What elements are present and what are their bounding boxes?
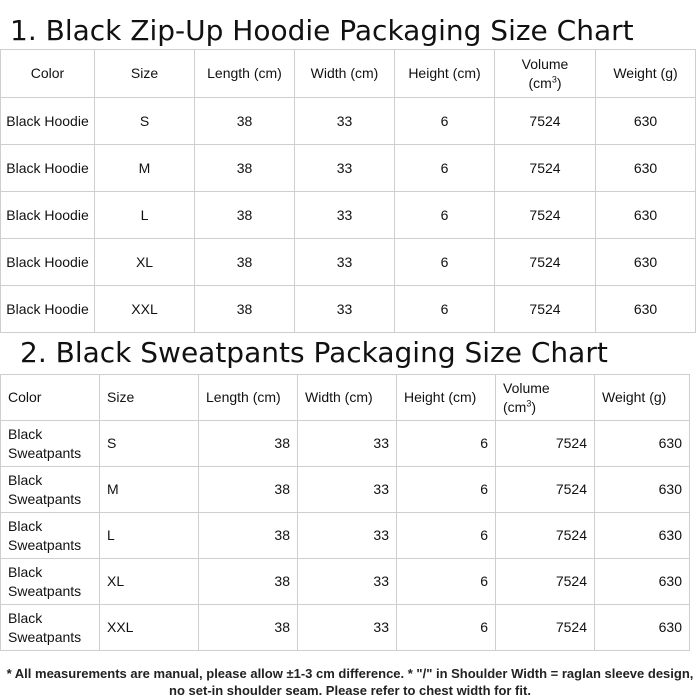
sweatpants-size-table [0,374,690,651]
cell-volume: 7524 [495,98,596,145]
cell-width: 33 [295,239,395,286]
column-header-color: Color [1,375,100,421]
table-row [1,145,696,192]
column-header-height: Height (cm) [397,375,496,421]
column-header-weight: Weight (g) [596,50,696,98]
cell-weight: 630 [596,286,696,333]
cell-color: Black Sweatpants [1,605,100,651]
hoodie-chart-title: 1. Black Zip-Up Hoodie Packaging Size Chart [10,14,634,47]
cell-width: 33 [295,145,395,192]
cell-weight: 630 [596,192,696,239]
cell-length: 38 [199,559,298,605]
volume-label: Volume [503,379,550,396]
cell-height: 6 [397,421,496,467]
table-header-row [1,375,690,421]
cell-size: L [95,192,195,239]
cell-size: XL [95,239,195,286]
column-header-width: Width (cm) [295,50,395,98]
cell-weight: 630 [595,605,690,651]
cell-length: 38 [195,145,295,192]
table-row [1,286,696,333]
volume-unit: (cm [528,74,552,91]
cell-volume: 7524 [496,513,595,559]
volume-label: Volume [521,55,569,72]
column-header-volume [495,50,596,98]
cell-height: 6 [397,467,496,513]
volume-unit-close: ) [531,398,537,415]
cell-color: Black Hoodie [1,239,95,286]
cell-size: XXL [100,605,199,651]
hoodie-size-table [0,49,696,333]
cell-color: Black Sweatpants [1,559,100,605]
column-header-length: Length (cm) [199,375,298,421]
volume-unit-exponent: 3 [551,73,557,84]
cell-color: Black Sweatpants [1,421,100,467]
volume-unit-exponent: 3 [526,397,532,408]
cell-volume: 7524 [495,145,596,192]
table-row [1,605,690,651]
cell-weight: 630 [596,239,696,286]
cell-volume: 7524 [496,605,595,651]
cell-weight: 630 [595,467,690,513]
cell-length: 38 [195,192,295,239]
cell-volume: 7524 [495,286,596,333]
cell-size: M [95,145,195,192]
hoodie-table-body [1,98,696,333]
cell-size: S [95,98,195,145]
cell-width: 33 [295,98,395,145]
table-row [1,559,690,605]
column-header-weight: Weight (g) [595,375,690,421]
column-header-size: Size [95,50,195,98]
cell-height: 6 [395,192,495,239]
table-header-row [1,50,696,98]
cell-length: 38 [195,239,295,286]
cell-width: 33 [295,286,395,333]
cell-color: Black Hoodie [1,192,95,239]
cell-width: 33 [298,467,397,513]
cell-size: S [100,421,199,467]
cell-weight: 630 [595,421,690,467]
cell-height: 6 [395,145,495,192]
column-header-length: Length (cm) [195,50,295,98]
cell-width: 33 [298,605,397,651]
volume-unit: (cm [503,398,527,415]
cell-length: 38 [195,98,295,145]
table-row [1,98,696,145]
cell-volume: 7524 [496,467,595,513]
cell-size: XL [100,559,199,605]
volume-unit-close: ) [556,74,562,91]
cell-size: M [100,467,199,513]
cell-height: 6 [395,239,495,286]
column-header-volume [496,375,595,421]
cell-color: Black Sweatpants [1,513,100,559]
cell-height: 6 [397,605,496,651]
cell-weight: 630 [595,559,690,605]
table-row [1,421,690,467]
cell-length: 38 [199,605,298,651]
cell-color: Black Hoodie [1,98,95,145]
cell-height: 6 [397,513,496,559]
cell-width: 33 [295,192,395,239]
cell-height: 6 [395,286,495,333]
cell-length: 38 [199,421,298,467]
cell-color: Black Hoodie [1,145,95,192]
cell-width: 33 [298,559,397,605]
cell-width: 33 [298,513,397,559]
table-row [1,192,696,239]
column-header-size: Size [100,375,199,421]
table-row [1,513,690,559]
cell-width: 33 [298,421,397,467]
sweatpants-table-body [1,421,690,651]
cell-length: 38 [199,513,298,559]
column-header-color: Color [1,50,95,98]
cell-height: 6 [395,98,495,145]
cell-length: 38 [195,286,295,333]
column-header-height: Height (cm) [395,50,495,98]
sweatpants-chart-title: 2. Black Sweatpants Packaging Size Chart [20,336,608,369]
cell-color: Black Hoodie [1,286,95,333]
cell-volume: 7524 [495,239,596,286]
cell-volume: 7524 [496,421,595,467]
cell-height: 6 [397,559,496,605]
cell-weight: 630 [595,513,690,559]
cell-length: 38 [199,467,298,513]
cell-weight: 630 [596,98,696,145]
cell-volume: 7524 [495,192,596,239]
cell-size: L [100,513,199,559]
measurement-footnote: * All measurements are manual, please allow ±1-3 cm difference. * "/" in Shoulder Width = raglan sleeve design, no set-in shoulder seam. Please refer to chest width for fit. [6,666,694,698]
cell-volume: 7524 [496,559,595,605]
column-header-width: Width (cm) [298,375,397,421]
cell-color: Black Sweatpants [1,467,100,513]
cell-size: XXL [95,286,195,333]
cell-weight: 630 [596,145,696,192]
table-row [1,239,696,286]
table-row [1,467,690,513]
